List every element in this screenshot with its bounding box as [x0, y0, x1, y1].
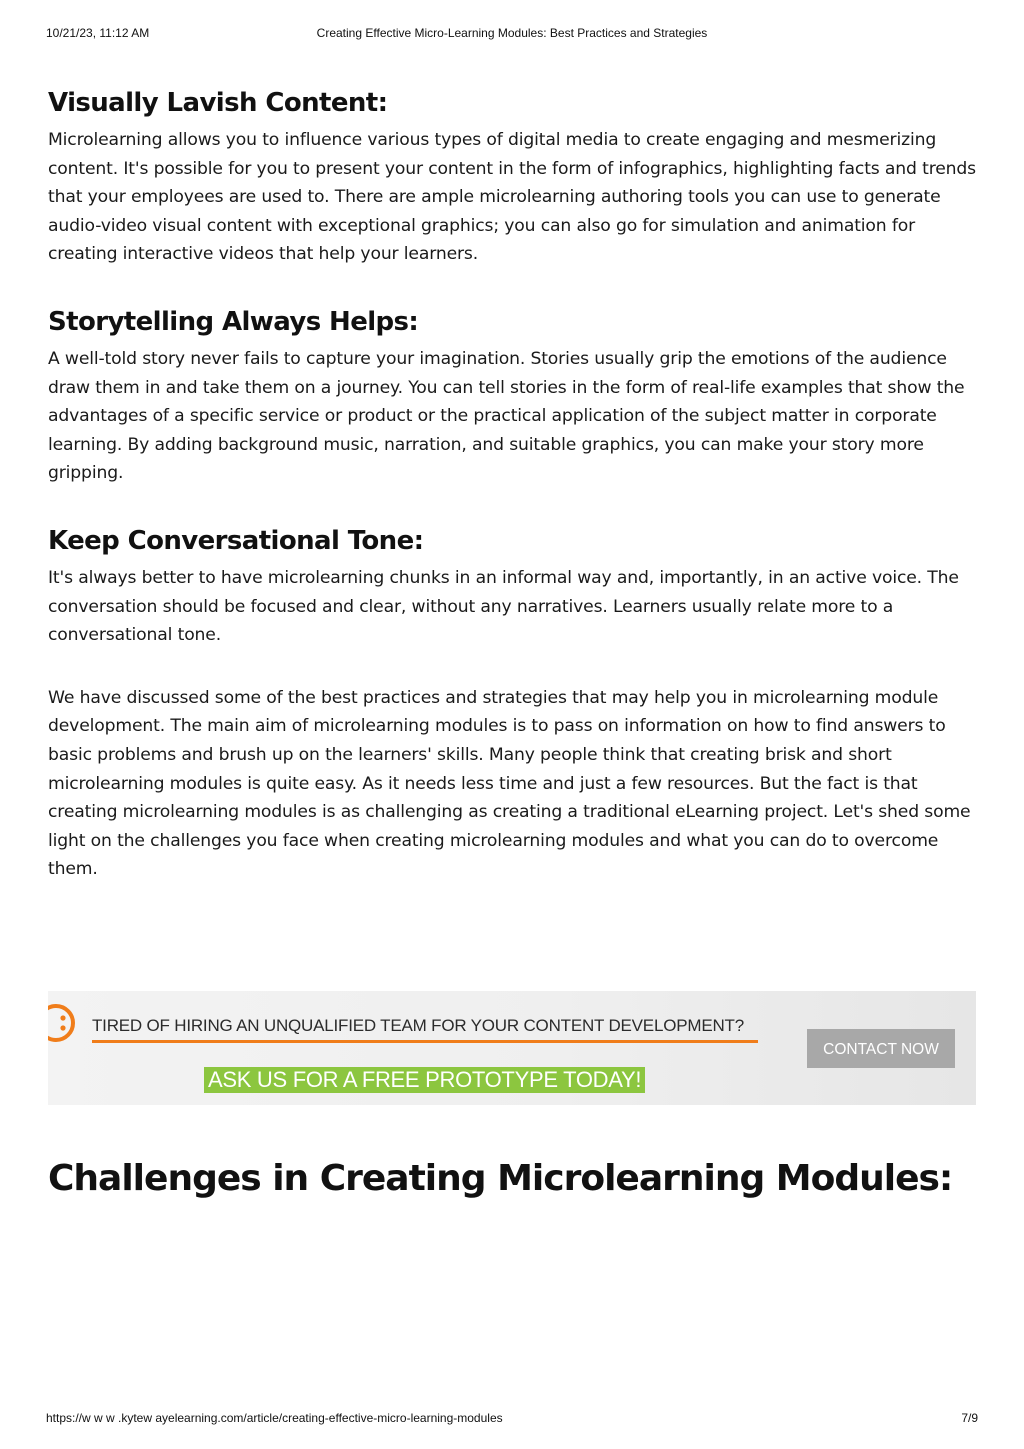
print-title: Creating Effective Micro-Learning Modules: Best Practices and Strategies	[316, 26, 708, 40]
section-heading-storytelling: Storytelling Always Helps:	[48, 306, 419, 337]
print-url: https://w w w .kytew ayelearning.com/article/creating-effective-micro-learning-modules	[46, 1411, 503, 1425]
summary-paragraph: We have discussed some of the best practices and strategies that may help you in microlearning module development. The main aim of microlearning modules is to pass on information on how to find answers to basic problems and brush up on the learners' skills. Many people think that creating brisk and short microlearning modules is quite easy. As it needs less time and just a few resources. But the fact is that creating microlearning modules is as challenging as creating a traditional eLearning project. Let's shed some light on the challenges you face when creating microlearning modules and what you can do to overcome them.	[48, 687, 971, 880]
banner-question: TIRED OF HIRING AN UNQUALIFIED TEAM FOR YOUR CONTENT DEVELOPMENT?	[92, 1016, 744, 1035]
contact-now-button[interactable]: CONTACT NOW	[807, 1029, 955, 1068]
section-heading-conversational: Keep Conversational Tone:	[48, 525, 424, 556]
prototype-ad-banner[interactable]	[48, 991, 976, 1105]
print-footer	[46, 1411, 978, 1427]
print-datetime: 10/21/23, 11:12 AM	[46, 26, 150, 40]
banner-divider	[92, 1040, 758, 1043]
banner-cta: ASK US FOR A FREE PROTOTYPE TODAY!	[204, 1067, 645, 1093]
print-header	[46, 26, 978, 42]
challenges-heading: Challenges in Creating Microlearning Modules:	[48, 1158, 953, 1199]
section-body-storytelling: A well-told story never fails to capture your imagination. Stories usually grip the emotions of the audience draw them in and take them on a journey. You can tell stories in the form of real-life examples that show the advantages of a specific service or product or the practical application of the subject matter in corporate learning. By adding background music, narration, and suitable graphics, you can make your story more gripping.	[48, 348, 965, 484]
page-number: 7/9	[961, 1411, 978, 1425]
section-body-visual: Microlearning allows you to influence various types of digital media to create engaging and mesmerizing content. It's possible for you to present your content in the form of infographics, highlighting facts and trends that your employees are used to. There are ample microlearning authoring tools you can use to generate audio-video visual content with exceptional graphics; you can also go for simulation and animation for creating interactive videos that help your learners.	[48, 130, 976, 265]
section-body-conversational: It's always better to have microlearning chunks in an informal way and, importantly, in an active voice. The conversation should be focused and clear, without any narratives. Learners usually relate more to a conversational tone.	[48, 567, 959, 646]
smile-icon	[48, 1001, 78, 1045]
article-content	[48, 84, 980, 884]
section-heading-visual: Visually Lavish Content:	[48, 88, 388, 118]
